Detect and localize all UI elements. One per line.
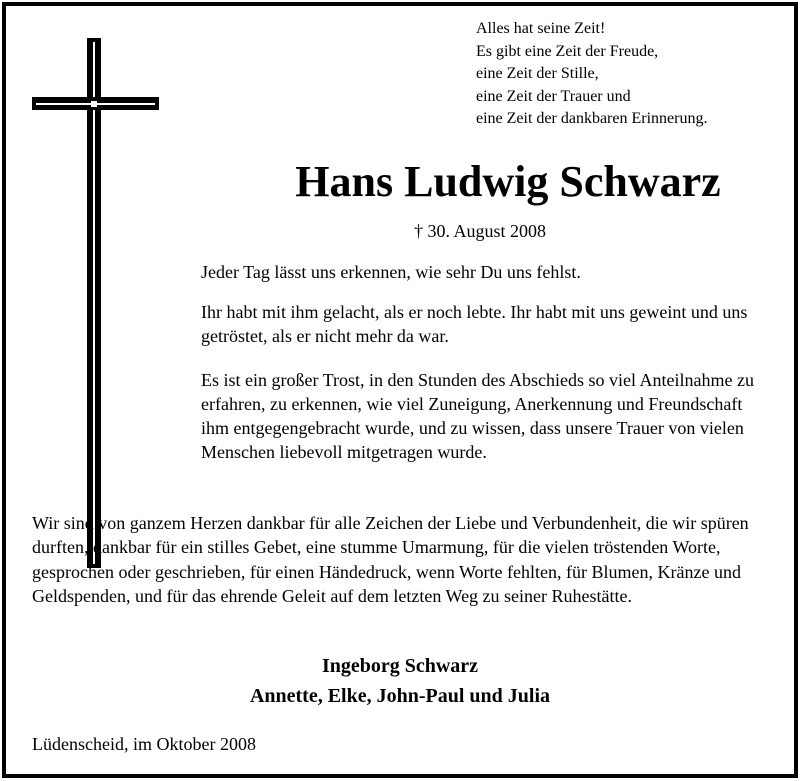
paragraph-3: Es ist ein großer Trost, in den Stunden des Abschieds so viel Anteilnahme zu erfahren, zu erkennen, wie viel Zuneigung, Anerkennung und Freundschaft ihm entgegengebracht wurde, und zu wissen, dass unsere Trauer von vielen Menschen liebevoll mitgetragen wurde. <box>201 370 754 462</box>
signature-line-2: Annette, Elke, John-Paul und Julia <box>249 685 551 707</box>
paragraph-1: Jeder Tag lässt uns erkennen, wie sehr Du uns fehlst. <box>201 262 581 282</box>
paragraph-2: Ihr habt mit ihm gelacht, als er noch lebte. Ihr habt mit uns geweint und uns getröstet, als er nicht mehr da war. <box>201 302 748 346</box>
quote-line: Alles hat seine Zeit! <box>476 20 606 37</box>
deceased-name <box>0 154 800 210</box>
quote-line: Es gibt eine Zeit der Freude, <box>476 42 659 60</box>
quote-line: eine Zeit der Trauer und <box>476 87 631 105</box>
quote-line: eine Zeit der dankbaren Erinnerung. <box>476 110 708 127</box>
paragraph-4: Wir sind von ganzem Herzen dankbar für alle Zeichen der Liebe und Verbundenheit, die wir spüren durften, dankbar für ein stilles Gebet, eine stumme Umarmung, für die vielen tröstenden Worte, gesprochen oder geschrieben, für einen Händedruck, wenn Worte fehlten, für Blumen, Kränze und Geldspenden, und für das ehrende Geleit auf dem letzten Weg zu seiner Ruhestätte. <box>32 513 749 607</box>
cross-icon <box>30 38 170 568</box>
quote-block <box>476 18 707 131</box>
quote-line: eine Zeit der Stille, <box>476 65 599 82</box>
deceased-name-text: Hans Ludwig Schwarz <box>295 157 721 206</box>
signature-line-1: Ingeborg Schwarz <box>321 655 479 677</box>
death-date: † 30. August 2008 <box>413 221 546 241</box>
place-date: Lüdenscheid, im Oktober 2008 <box>32 734 256 754</box>
